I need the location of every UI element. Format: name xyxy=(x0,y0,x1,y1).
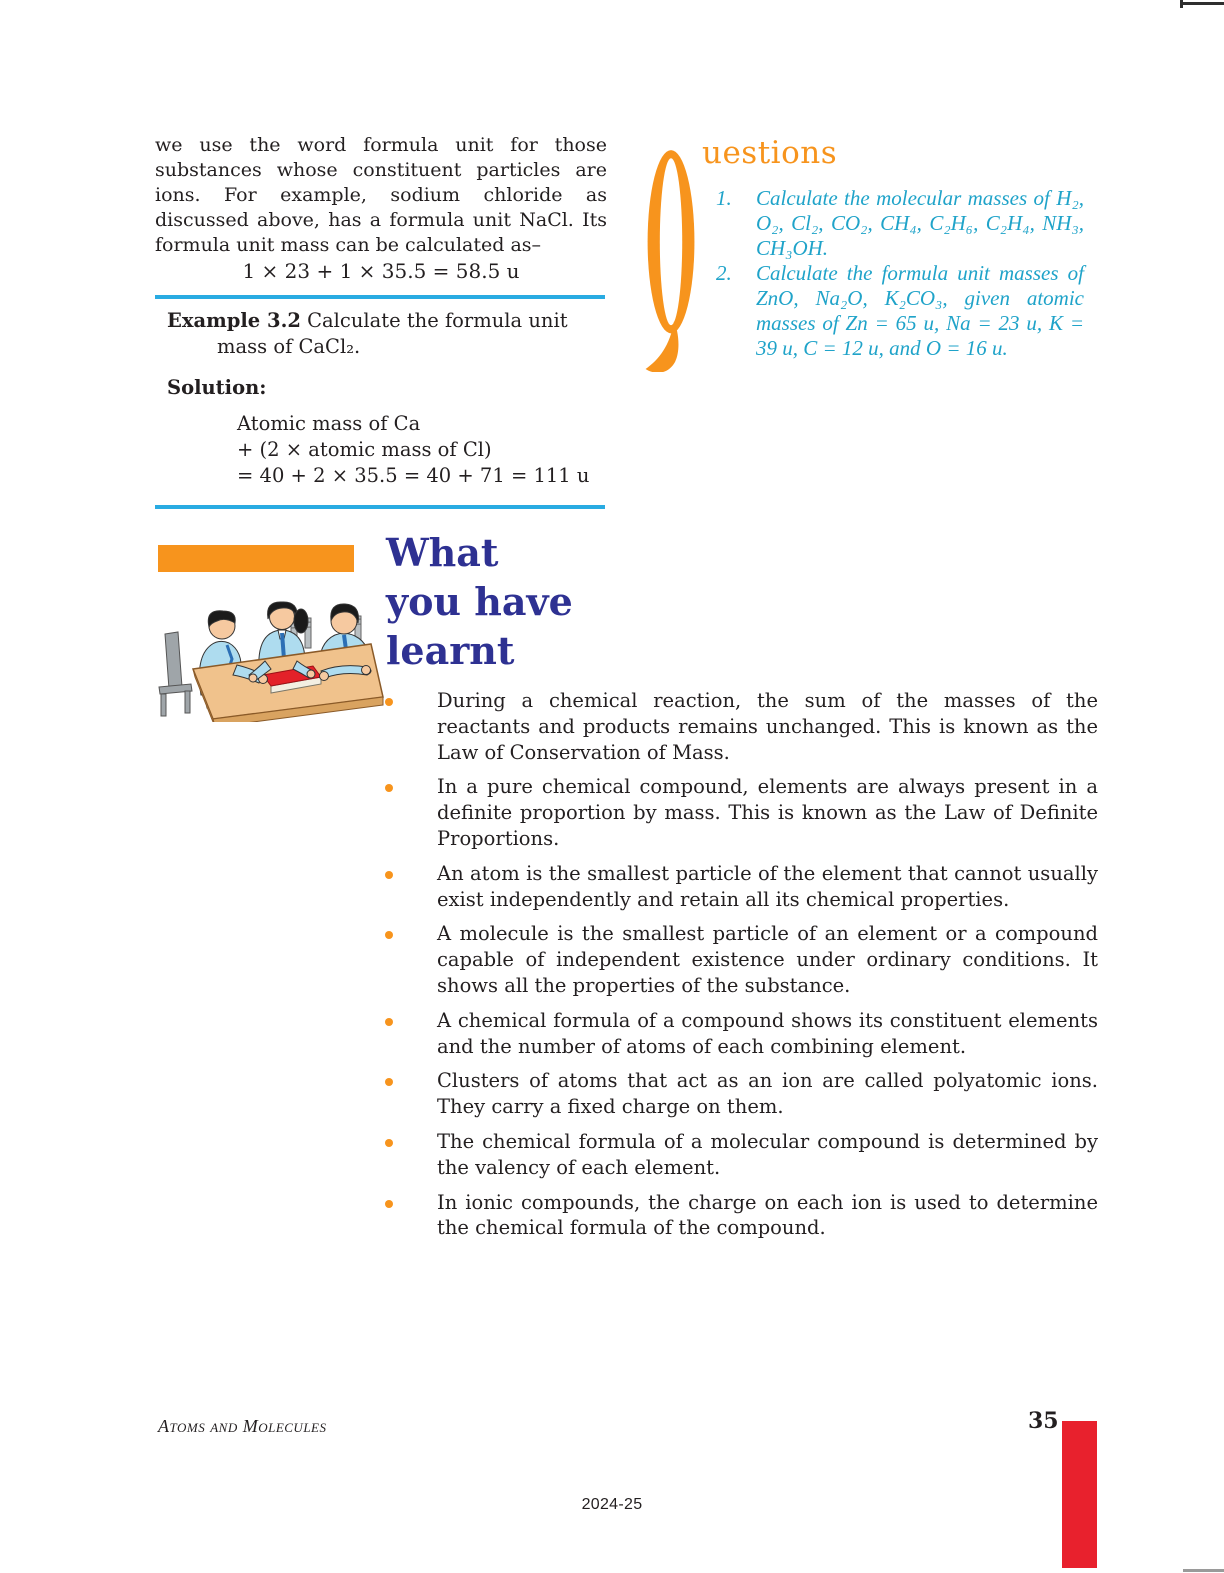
bullet-dot-icon xyxy=(385,1129,437,1181)
solution-step: = 40 + 2 × 35.5 = 40 + 71 = 111 u xyxy=(237,464,590,487)
bottom-right-box-edge xyxy=(1183,1569,1224,1572)
summary-bullet: An atom is the smallest particle of the element that cannot usually exist independently and retain all its chemical properties. xyxy=(385,861,1098,913)
question-number: 1. xyxy=(716,186,732,210)
question-text: Calculate the molecular masses of H₂, O₂, Cl₂, CO₂, CH₄, C₂H₆, C₂H₄, NH₃, CH₃OH. xyxy=(756,186,1084,260)
summary-bullet: A chemical formula of a compound shows its constituent elements and the number of atoms of each combining element. xyxy=(385,1008,1098,1060)
questions-heading: uestions xyxy=(702,135,838,171)
summary-bullet: In ionic compounds, the charge on each ion is used to determine the chemical formula of the compound. xyxy=(385,1190,1098,1242)
question-number: 2. xyxy=(716,261,732,285)
question-text: Calculate the formula unit masses of ZnO, Na₂O, K₂CO₃, given atomic masses of Zn = 65 u, Na = 23 u, K = 39 u, C = 12 u, and O = 16 u. xyxy=(756,261,1084,360)
bullet-dot-icon xyxy=(385,774,437,851)
q-drop-cap xyxy=(641,146,699,372)
top-right-box-edge xyxy=(1180,2,1224,5)
question-item xyxy=(716,186,1084,261)
bullet-dot-icon xyxy=(385,921,437,998)
summary-heading-line: learnt xyxy=(386,628,515,673)
students-illustration xyxy=(145,577,385,722)
bullet-dot-icon xyxy=(385,861,437,913)
section-orange-bar xyxy=(158,545,354,572)
solution-label: Solution: xyxy=(167,376,267,399)
red-page-tab xyxy=(1062,1421,1097,1568)
solution-step: + (2 × atomic mass of Cl) xyxy=(237,438,492,461)
summary-heading-line: What xyxy=(386,530,499,575)
bullet-dot-icon xyxy=(385,1008,437,1060)
bullet-dot-icon xyxy=(385,1190,437,1242)
example-label: Example 3.2 xyxy=(167,309,301,332)
summary-heading-line: you have xyxy=(386,579,573,624)
summary-bullet: A molecule is the smallest particle of an element or a compound capable of independent existence under ordinary conditions. It shows all the properties of the substance. xyxy=(385,921,1098,998)
formula-unit-equation: 1 × 23 + 1 × 35.5 = 58.5 u xyxy=(242,259,520,283)
example-title xyxy=(167,308,593,360)
page-number: 35 xyxy=(1028,1408,1059,1434)
summary-bullet-list xyxy=(385,688,1098,1250)
questions-list xyxy=(716,186,1084,361)
question-item xyxy=(716,261,1084,361)
summary-bullet: During a chemical reaction, the sum of the masses of the reactants and products remains unchanged. This is known as the Law of Conservation of Mass. xyxy=(385,688,1098,765)
footer-chapter-title: Atoms and Molecules xyxy=(158,1416,327,1436)
example-prompt: Calculate the formula unit mass of CaCl₂. xyxy=(217,309,568,358)
example-box xyxy=(155,295,605,509)
summary-bullet: The chemical formula of a molecular compound is determined by the valency of each element. xyxy=(385,1129,1098,1181)
summary-bullet: In a pure chemical compound, elements are always present in a definite proportion by mass. This is known as the Law of Definite Proportions. xyxy=(385,774,1098,851)
top-right-box-edge-tick xyxy=(1180,0,1183,8)
bullet-dot-icon xyxy=(385,688,437,765)
solution-steps xyxy=(237,411,593,489)
edition-label: 2024-25 xyxy=(581,1496,643,1513)
bullet-dot-icon xyxy=(385,1068,437,1120)
summary-heading xyxy=(386,528,606,675)
intro-paragraph: we use the word formula unit for those substances whose constituent particles are ions. For example, sodium chloride as discussed above, has a formula unit NaCl. Its formula unit mass can be calculated as– xyxy=(155,134,607,256)
solution-step: Atomic mass of Ca xyxy=(237,412,421,435)
summary-bullet: Clusters of atoms that act as an ion are called polyatomic ions. They carry a fixed charge on them. xyxy=(385,1068,1098,1120)
